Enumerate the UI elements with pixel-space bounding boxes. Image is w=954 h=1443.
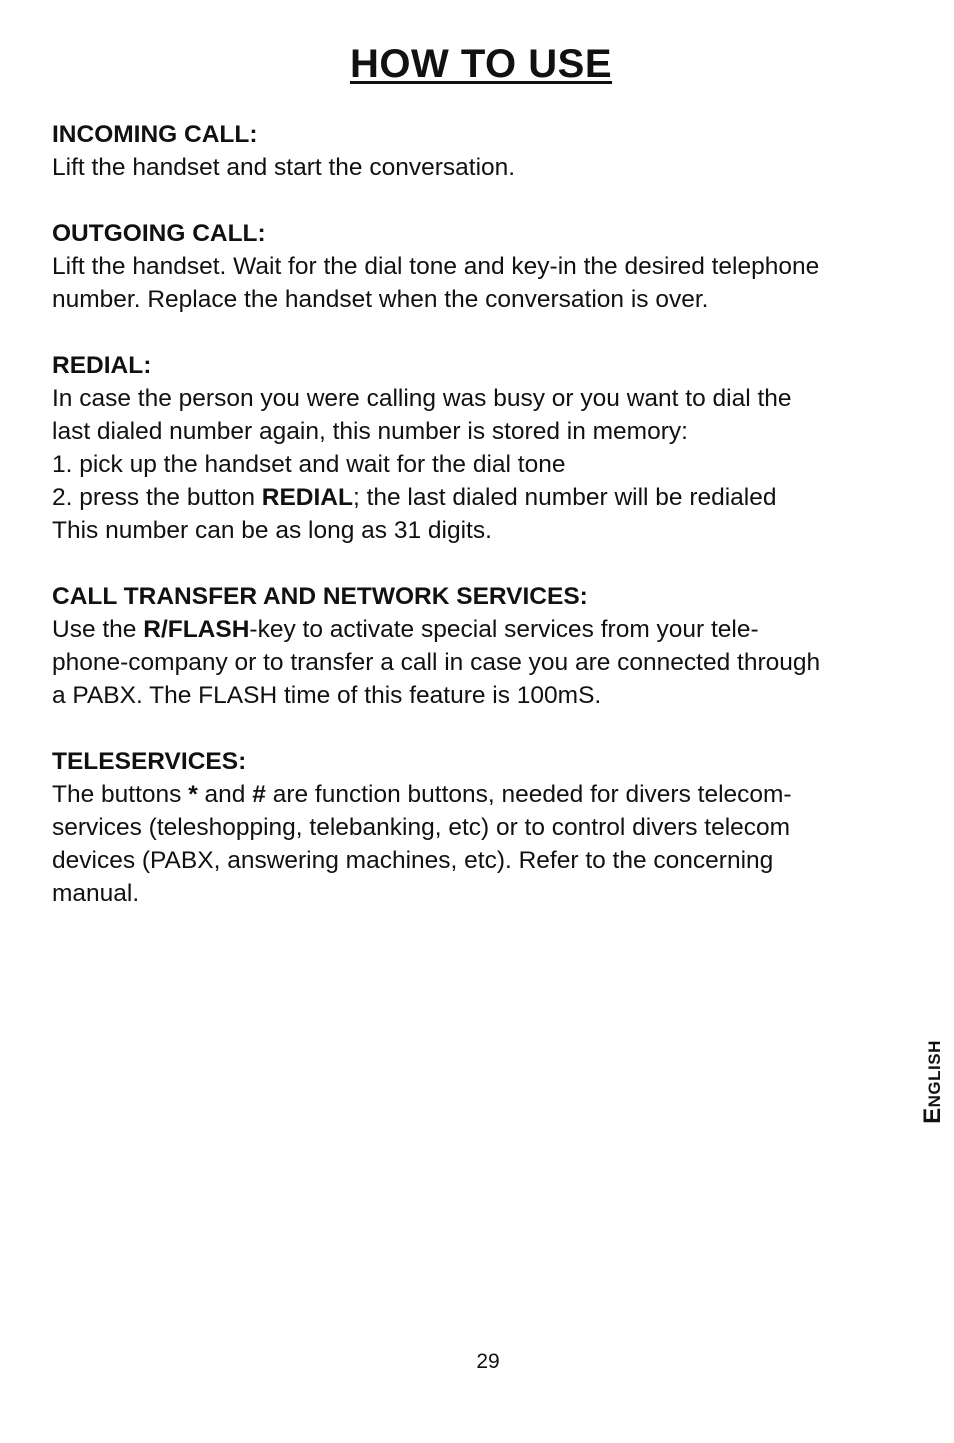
section-heading: CALL TRANSFER AND NETWORK SERVICES: xyxy=(52,583,588,610)
section-heading: REDIAL: xyxy=(52,352,152,379)
redial-key-label: REDIAL xyxy=(261,484,353,511)
body-line: devices (PABX, answering machines, etc). Refer to the concerning xyxy=(52,847,774,874)
hash-key-label: # xyxy=(252,781,266,808)
language-label: English xyxy=(919,1040,946,1124)
body-line xyxy=(52,481,922,514)
text-span: are function buttons, needed for divers telecom- xyxy=(265,781,792,808)
section-redial xyxy=(52,349,922,547)
body-line: phone-company or to transfer a call in case you are connected through xyxy=(52,649,821,676)
text-span: ; the last dialed number will be redialed xyxy=(352,484,777,511)
section-heading: INCOMING CALL: xyxy=(52,121,258,148)
section-incoming-call xyxy=(52,118,922,184)
star-key-label: * xyxy=(188,781,198,808)
section-heading: OUTGOING CALL: xyxy=(52,220,266,247)
text-span: The buttons xyxy=(52,781,189,808)
body-line: In case the person you were calling was busy or you want to dial the xyxy=(52,385,792,412)
body-line: This number can be as long as 31 digits. xyxy=(52,517,492,544)
body-line: Lift the handset and start the conversation. xyxy=(52,154,516,181)
body-line: last dialed number again, this number is stored in memory: xyxy=(52,418,688,445)
section-call-transfer xyxy=(52,580,922,712)
text-span: -key to activate special services from your tele- xyxy=(249,616,759,643)
manual-content xyxy=(52,118,922,943)
section-outgoing-call xyxy=(52,217,922,316)
text-span: Use the xyxy=(52,616,144,643)
body-line: a PABX. The FLASH time of this feature is 100mS. xyxy=(52,682,602,709)
section-teleservices xyxy=(52,745,922,910)
rflash-key-label: R/FLASH xyxy=(143,616,250,643)
page-title: HOW TO USE xyxy=(349,42,613,86)
body-line: Lift the handset. Wait for the dial tone and key-in the desired telephone xyxy=(52,253,820,280)
section-heading: TELESERVICES: xyxy=(52,748,247,775)
language-side-tab xyxy=(913,1020,953,1145)
body-line: number. Replace the handset when the conversation is over. xyxy=(52,286,709,313)
body-line: services (teleshopping, telebanking, etc) or to control divers telecom xyxy=(52,814,791,841)
body-line: 1. pick up the handset and wait for the dial tone xyxy=(52,451,566,478)
text-span: 2. press the button xyxy=(52,484,262,511)
text-span: and xyxy=(197,781,253,808)
body-line: manual. xyxy=(52,880,140,907)
body-line xyxy=(52,613,922,646)
page-number: 29 xyxy=(476,1350,500,1373)
body-line xyxy=(52,778,922,811)
